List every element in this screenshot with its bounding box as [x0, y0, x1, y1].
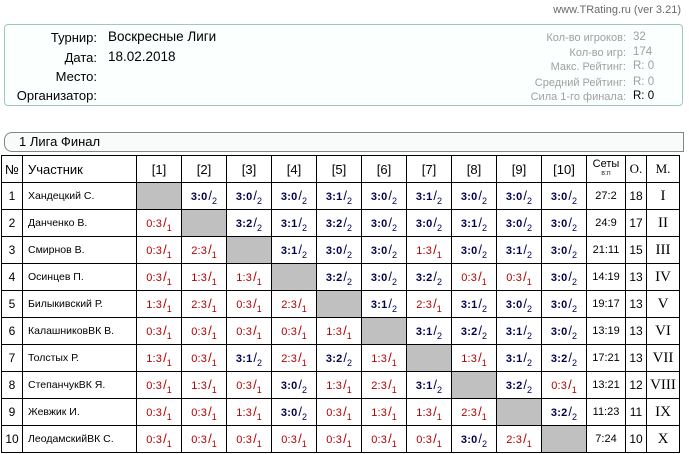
result-cell: [407, 264, 452, 291]
result-cell: [227, 345, 272, 372]
table-row: [2, 426, 680, 453]
header-col-9: [9]: [497, 156, 542, 183]
result-cell: [137, 345, 182, 372]
tournament-label: Турнир:: [50, 30, 97, 45]
result-cell: [182, 345, 227, 372]
match-result: $0:3/_1$: [191, 431, 217, 449]
section-title: 1 Лига Финал: [19, 134, 101, 149]
section-header: [4, 132, 684, 152]
result-cell: [272, 210, 317, 237]
result-cell: [317, 318, 362, 345]
result-cell: [227, 210, 272, 237]
place: IV: [647, 264, 680, 291]
row-number: 6: [2, 318, 23, 345]
header-place: М.: [647, 156, 680, 183]
result-cell: [272, 237, 317, 264]
match-result: $3:0/_2$: [370, 188, 398, 206]
points: 13: [626, 345, 647, 372]
participant-name: Жевжик И.: [23, 399, 137, 426]
match-result: $3:1/_2$: [280, 242, 308, 260]
result-cell: [542, 318, 587, 345]
match-result: $0:3/_1$: [236, 296, 262, 314]
match-result: $0:3/_1$: [326, 404, 352, 422]
match-result: $3:2/_2$: [235, 215, 263, 233]
match-result: $0:3/_1$: [281, 323, 307, 341]
result-cell: [137, 372, 182, 399]
header-participant: Участник: [23, 156, 137, 183]
result-cell: [497, 183, 542, 210]
header-col-3: [3]: [227, 156, 272, 183]
match-result: $3:0/_2$: [505, 215, 533, 233]
match-result: $3:2/_2$: [325, 350, 353, 368]
place: III: [647, 237, 680, 264]
result-cell: [317, 264, 362, 291]
place: VIII: [647, 372, 680, 399]
header-sets-sub: в:п: [601, 170, 611, 177]
match-result: $2:3/_1$: [191, 242, 217, 260]
self-cell: [542, 426, 587, 453]
result-cell: [407, 426, 452, 453]
match-result: $1:3/_1$: [371, 350, 397, 368]
place: IX: [647, 399, 680, 426]
header-col-8: [8]: [452, 156, 497, 183]
points: 13: [626, 291, 647, 318]
header-col-6: [6]: [362, 156, 407, 183]
place: VI: [647, 318, 680, 345]
match-result: $3:0/_2$: [280, 188, 308, 206]
result-cell: [542, 210, 587, 237]
result-cell: [227, 291, 272, 318]
row-number: 4: [2, 264, 23, 291]
match-result: $0:3/_1$: [236, 431, 262, 449]
row-number: 2: [2, 210, 23, 237]
match-result: $3:0/_2$: [460, 242, 488, 260]
match-result: $0:3/_1$: [236, 323, 262, 341]
header-number: №: [2, 156, 23, 183]
match-result: $3:1/_2$: [415, 188, 443, 206]
result-cell: [137, 264, 182, 291]
table-row: [2, 345, 680, 372]
result-cell: [272, 372, 317, 399]
match-result: $1:3/_1$: [191, 269, 217, 287]
result-cell: [317, 183, 362, 210]
results-table: [1, 155, 680, 453]
match-result: $3:0/_2$: [460, 188, 488, 206]
result-cell: [137, 318, 182, 345]
self-cell: [497, 399, 542, 426]
result-cell: [362, 399, 407, 426]
final-strength: R: 0: [633, 90, 655, 102]
match-result: $3:0/_2$: [550, 188, 578, 206]
row-number: 1: [2, 183, 23, 210]
match-result: $3:2/_2$: [505, 377, 533, 395]
match-result: $1:3/_1$: [146, 350, 172, 368]
match-result: $3:1/_2$: [505, 242, 533, 260]
result-cell: [182, 426, 227, 453]
self-cell: [137, 183, 182, 210]
result-cell: [227, 426, 272, 453]
table-row: [2, 318, 680, 345]
result-cell: [317, 210, 362, 237]
result-cell: [272, 291, 317, 318]
place: II: [647, 210, 680, 237]
place-label: Место:: [55, 69, 97, 84]
match-result: $1:3/_1$: [371, 404, 397, 422]
result-cell: [182, 372, 227, 399]
result-cell: [497, 237, 542, 264]
sets-score: 13:21: [587, 372, 626, 399]
result-cell: [497, 210, 542, 237]
match-result: $0:3/_1$: [551, 377, 577, 395]
result-cell: [227, 372, 272, 399]
participant-name: Данченко В.: [23, 210, 137, 237]
match-result: $0:3/_1$: [326, 431, 352, 449]
result-cell: [227, 399, 272, 426]
match-result: $3:0/_2$: [460, 431, 488, 449]
result-cell: [452, 291, 497, 318]
result-cell: [182, 264, 227, 291]
result-cell: [542, 345, 587, 372]
match-result: $0:3/_1$: [146, 404, 172, 422]
result-cell: [227, 264, 272, 291]
result-cell: [137, 237, 182, 264]
result-cell: [317, 345, 362, 372]
result-cell: [182, 183, 227, 210]
organizer-label: Организатор:: [16, 88, 97, 103]
result-cell: [182, 291, 227, 318]
result-cell: [137, 210, 182, 237]
result-cell: [452, 237, 497, 264]
result-cell: [452, 318, 497, 345]
result-cell: [407, 291, 452, 318]
match-result: $0:3/_1$: [506, 269, 532, 287]
row-number: 3: [2, 237, 23, 264]
result-cell: [497, 318, 542, 345]
sets-score: 14:19: [587, 264, 626, 291]
match-result: $2:3/_1$: [371, 377, 397, 395]
match-result: $1:3/_1$: [236, 269, 262, 287]
result-cell: [362, 210, 407, 237]
participant-name: Хандецкий С.: [23, 183, 137, 210]
sets-score: 11:23: [587, 399, 626, 426]
match-result: $3:0/_2$: [370, 242, 398, 260]
self-cell: [362, 318, 407, 345]
points: 11: [626, 399, 647, 426]
result-cell: [407, 237, 452, 264]
match-result: $3:1/_2$: [325, 188, 353, 206]
match-result: $3:2/_2$: [415, 269, 443, 287]
match-result: $3:0/_2$: [370, 215, 398, 233]
match-result: $3:0/_2$: [325, 242, 353, 260]
match-result: $3:1/_2$: [235, 350, 263, 368]
result-cell: [317, 426, 362, 453]
match-result: $3:1/_2$: [460, 296, 488, 314]
points: 13: [626, 318, 647, 345]
result-cell: [542, 399, 587, 426]
result-cell: [317, 399, 362, 426]
match-result: $3:0/_2$: [190, 188, 218, 206]
table-header-row: [2, 156, 680, 183]
date-label: Дата:: [64, 50, 97, 65]
result-cell: [407, 210, 452, 237]
sets-score: 19:17: [587, 291, 626, 318]
match-result: $3:1/_2$: [415, 323, 443, 341]
games-count-label: Кол-во игр:: [569, 47, 626, 59]
place: I: [647, 183, 680, 210]
result-cell: [407, 372, 452, 399]
result-cell: [272, 183, 317, 210]
result-cell: [452, 399, 497, 426]
games-count: 174: [633, 46, 653, 58]
match-result: $3:0/_2$: [505, 188, 533, 206]
header-points: О.: [626, 156, 647, 183]
match-result: $0:3/_1$: [146, 215, 172, 233]
participant-name: Толстых Р.: [23, 345, 137, 372]
match-result: $3:0/_2$: [280, 377, 308, 395]
match-result: $1:3/_1$: [326, 323, 352, 341]
sets-score: 24:9: [587, 210, 626, 237]
match-result: $3:0/_2$: [505, 296, 533, 314]
match-result: $3:1/_2$: [370, 296, 398, 314]
points: 18: [626, 183, 647, 210]
match-result: $1:3/_1$: [461, 350, 487, 368]
result-cell: [137, 399, 182, 426]
match-result: $0:3/_1$: [191, 350, 217, 368]
result-cell: [362, 291, 407, 318]
table-row: [2, 183, 680, 210]
match-result: $3:1/_2$: [505, 350, 533, 368]
version-credit: www.TRating.ru (ver 3.21): [553, 4, 681, 16]
header-col-7: [7]: [407, 156, 452, 183]
tournament-info-panel: [4, 24, 683, 106]
table-row: [2, 372, 680, 399]
result-cell: [182, 318, 227, 345]
match-result: $3:2/_2$: [550, 404, 578, 422]
match-result: $1:3/_1$: [416, 242, 442, 260]
header-sets-label: Сеты: [592, 158, 620, 170]
match-result: $2:3/_1$: [281, 350, 307, 368]
participant-name: Осинцев П.: [23, 264, 137, 291]
players-count-label: Кол-во игроков:: [546, 32, 626, 44]
match-result: $0:3/_1$: [371, 431, 397, 449]
result-cell: [452, 183, 497, 210]
header-col-1: [1]: [137, 156, 182, 183]
place: VII: [647, 345, 680, 372]
self-cell: [227, 237, 272, 264]
match-result: $2:3/_1$: [191, 296, 217, 314]
header-col-2: [2]: [182, 156, 227, 183]
place: X: [647, 426, 680, 453]
result-cell: [407, 183, 452, 210]
result-cell: [362, 237, 407, 264]
result-cell: [362, 426, 407, 453]
match-result: $0:3/_1$: [146, 431, 172, 449]
result-cell: [272, 318, 317, 345]
result-cell: [497, 291, 542, 318]
match-result: $3:0/_2$: [550, 215, 578, 233]
result-cell: [452, 264, 497, 291]
result-cell: [542, 237, 587, 264]
final-strength-label: Сила 1-го финала:: [530, 91, 626, 103]
match-result: $2:3/_1$: [461, 404, 487, 422]
points: 13: [626, 264, 647, 291]
self-cell: [407, 345, 452, 372]
table-row: [2, 264, 680, 291]
result-cell: [497, 345, 542, 372]
result-cell: [272, 426, 317, 453]
header-col-4: [4]: [272, 156, 317, 183]
table-row: [2, 210, 680, 237]
participant-name: СтепанчукВК Я.: [23, 372, 137, 399]
match-result: $3:2/_2$: [325, 269, 353, 287]
row-number: 10: [2, 426, 23, 453]
row-number: 9: [2, 399, 23, 426]
result-cell: [137, 426, 182, 453]
self-cell: [272, 264, 317, 291]
match-result: $3:0/_2$: [415, 215, 443, 233]
sets-score: 17:21: [587, 345, 626, 372]
result-cell: [542, 183, 587, 210]
result-cell: [317, 372, 362, 399]
result-cell: [182, 237, 227, 264]
points: 10: [626, 426, 647, 453]
header-sets: [587, 156, 626, 183]
result-cell: [407, 318, 452, 345]
match-result: $0:3/_1$: [146, 242, 172, 260]
result-cell: [542, 291, 587, 318]
sets-score: 13:19: [587, 318, 626, 345]
participant-name: Билыкивский Р.: [23, 291, 137, 318]
match-result: $3:2/_2$: [550, 350, 578, 368]
match-result: $3:1/_2$: [460, 215, 488, 233]
tournament-name: Воскресные Лиги: [108, 29, 217, 44]
match-result: $2:3/_1$: [416, 296, 442, 314]
points: 15: [626, 237, 647, 264]
result-cell: [407, 399, 452, 426]
points: 17: [626, 210, 647, 237]
max-rating-label: Макс. Рейтинг:: [550, 61, 626, 73]
sets-score: 7:24: [587, 426, 626, 453]
participant-name: Смирнов В.: [23, 237, 137, 264]
match-result: $3:1/_2$: [280, 215, 308, 233]
header-col-5: [5]: [317, 156, 362, 183]
self-cell: [182, 210, 227, 237]
result-cell: [542, 372, 587, 399]
result-cell: [542, 264, 587, 291]
match-result: $0:3/_1$: [416, 431, 442, 449]
match-result: $3:1/_2$: [505, 323, 533, 341]
self-cell: [452, 372, 497, 399]
match-result: $1:3/_1$: [326, 377, 352, 395]
match-result: $1:3/_1$: [191, 377, 217, 395]
result-cell: [362, 183, 407, 210]
avg-rating-label: Средний Рейтинг:: [534, 77, 626, 89]
match-result: $1:3/_1$: [416, 404, 442, 422]
result-cell: [497, 426, 542, 453]
result-cell: [137, 291, 182, 318]
match-result: $3:0/_2$: [235, 188, 263, 206]
result-cell: [497, 264, 542, 291]
result-cell: [272, 399, 317, 426]
match-result: $3:0/_2$: [550, 296, 578, 314]
result-cell: [452, 345, 497, 372]
result-cell: [227, 318, 272, 345]
participant-name: ЛеодамскийВК С.: [23, 426, 137, 453]
result-cell: [452, 426, 497, 453]
match-result: $3:0/_2$: [550, 323, 578, 341]
table-row: [2, 237, 680, 264]
match-result: $0:3/_1$: [146, 377, 172, 395]
match-result: $3:1/_2$: [415, 377, 443, 395]
result-cell: [362, 264, 407, 291]
match-result: $0:3/_1$: [146, 323, 172, 341]
match-result: $3:2/_2$: [460, 323, 488, 341]
points: 12: [626, 372, 647, 399]
self-cell: [317, 291, 362, 318]
result-cell: [362, 345, 407, 372]
match-result: $3:0/_2$: [550, 242, 578, 260]
row-number: 8: [2, 372, 23, 399]
match-result: $0:3/_1$: [191, 323, 217, 341]
match-result: $1:3/_1$: [146, 296, 172, 314]
avg-rating: R: 0: [633, 76, 655, 88]
match-result: $3:2/_2$: [325, 215, 353, 233]
match-result: $2:3/_1$: [281, 296, 307, 314]
result-cell: [452, 210, 497, 237]
result-cell: [182, 399, 227, 426]
result-cell: [272, 345, 317, 372]
tournament-date: 18.02.2018: [108, 49, 176, 64]
result-cell: [362, 372, 407, 399]
match-result: $3:0/_2$: [550, 269, 578, 287]
table-row: [2, 399, 680, 426]
row-number: 7: [2, 345, 23, 372]
match-result: $0:3/_1$: [281, 431, 307, 449]
result-cell: [497, 372, 542, 399]
players-count: 32: [633, 31, 646, 43]
match-result: $1:3/_1$: [236, 404, 262, 422]
max-rating: R: 0: [633, 60, 655, 72]
table-row: [2, 291, 680, 318]
participant-name: КалашниковВК В.: [23, 318, 137, 345]
sets-score: 27:2: [587, 183, 626, 210]
sets-score: 21:11: [587, 237, 626, 264]
match-result: $2:3/_1$: [506, 431, 532, 449]
match-result: $0:3/_1$: [461, 269, 487, 287]
match-result: $3:0/_2$: [370, 269, 398, 287]
result-cell: [317, 237, 362, 264]
place: V: [647, 291, 680, 318]
header-col-10: [10]: [542, 156, 587, 183]
result-cell: [227, 183, 272, 210]
match-result: $0:3/_1$: [236, 377, 262, 395]
match-result: $0:3/_1$: [191, 404, 217, 422]
row-number: 5: [2, 291, 23, 318]
match-result: $3:0/_2$: [280, 404, 308, 422]
match-result: $0:3/_1$: [146, 269, 172, 287]
